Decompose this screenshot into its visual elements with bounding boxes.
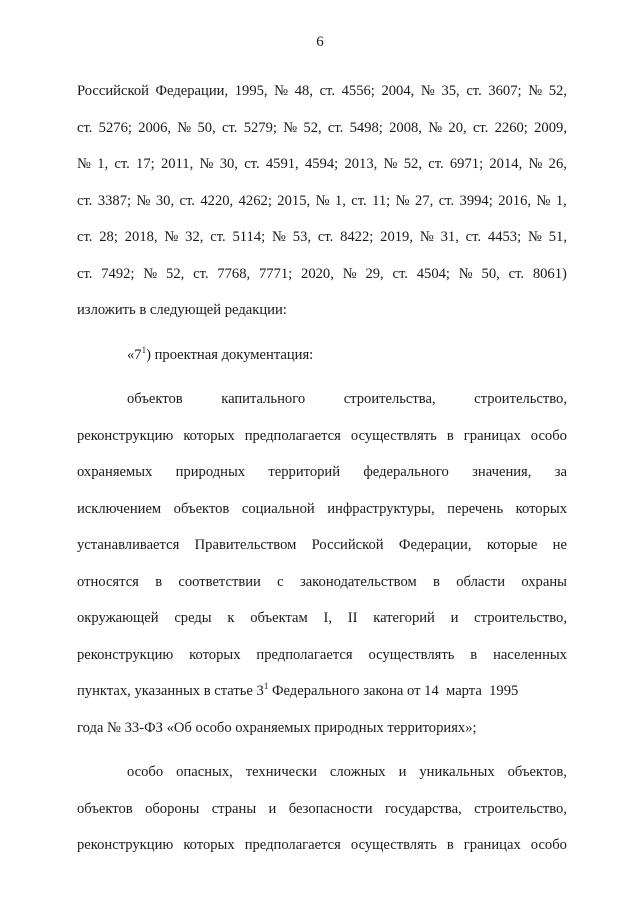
word: 28;: [99, 229, 118, 245]
word: 1,: [334, 192, 346, 209]
word: I,: [323, 610, 332, 626]
word: 30,: [219, 156, 238, 172]
word: 50,: [481, 265, 500, 282]
word: ст.: [77, 119, 93, 136]
word: охраняемых: [77, 464, 153, 480]
word: границах: [463, 427, 521, 444]
word: Правительством: [194, 537, 297, 553]
word: объектов: [173, 500, 230, 517]
word: ст.: [244, 156, 260, 172]
word: 6971;: [449, 156, 484, 172]
word: которые: [486, 537, 538, 553]
word: которых: [183, 837, 235, 853]
word: №: [528, 156, 543, 172]
text-line: года № 33-ФЗ «Об особо охраняемых природных территориях»;: [77, 719, 477, 736]
word: объектам: [250, 610, 308, 626]
word: охраны: [521, 573, 567, 590]
word: ст.: [428, 156, 444, 172]
word: к: [227, 610, 235, 626]
word: 7768,: [217, 265, 251, 282]
text-line: [77, 381, 567, 418]
word: 52,: [303, 119, 322, 136]
text-line: [77, 73, 567, 110]
word: строительство,: [474, 391, 567, 407]
word: природных: [175, 464, 246, 480]
word: ст.: [438, 192, 455, 209]
word: населенных: [493, 646, 567, 663]
word: 5276;: [98, 119, 132, 136]
text-line: [77, 183, 567, 220]
text-line: [77, 256, 567, 293]
text-line: [77, 827, 567, 864]
word: в: [433, 573, 440, 590]
word: категорий: [373, 610, 435, 626]
word: №: [77, 156, 91, 172]
word: ст.: [472, 119, 489, 136]
text-line: [77, 219, 567, 256]
word: ст.: [327, 119, 344, 136]
word: уникальных: [419, 764, 495, 780]
word: 27,: [415, 192, 434, 209]
word: 3994;: [459, 192, 493, 209]
word: соответствии: [178, 573, 261, 590]
word: которых: [515, 500, 567, 517]
word: в: [446, 427, 454, 444]
word: №: [527, 229, 542, 245]
word: 4591,: [265, 156, 299, 172]
text-line: [77, 754, 567, 791]
word: не: [552, 537, 567, 553]
word: Российской: [311, 537, 384, 553]
word: особо: [530, 427, 567, 444]
word: Федерации,: [155, 83, 229, 99]
word: 7771;: [258, 265, 293, 282]
heading-suffix: ) проектная документация:: [146, 346, 314, 363]
text-line: [77, 673, 567, 710]
word: 4594;: [304, 156, 339, 172]
word: 1,: [97, 156, 109, 172]
word: 4220,: [200, 192, 234, 209]
page-number: 6: [316, 34, 324, 50]
word: социальной: [241, 500, 315, 517]
word: 48,: [294, 83, 313, 99]
word: технически: [245, 764, 317, 780]
word: 20,: [448, 119, 467, 136]
text-line: [77, 637, 567, 674]
word: и: [398, 764, 407, 780]
word: №: [272, 229, 286, 245]
word: в: [155, 573, 163, 590]
word: федерального: [363, 464, 449, 480]
word: ст.: [222, 119, 238, 136]
word: 7492;: [101, 265, 135, 282]
word: 2260;: [494, 119, 528, 136]
document-body: [77, 73, 567, 864]
word: в: [446, 837, 454, 853]
word: реконструкцию: [77, 646, 174, 663]
word: 51,: [548, 229, 567, 245]
word: ст.: [179, 192, 195, 209]
word: ст.: [465, 229, 482, 245]
word: предполагается: [244, 427, 341, 444]
word: №: [274, 83, 289, 99]
word: объектов: [77, 800, 133, 817]
word: 4453;: [487, 229, 522, 245]
word: предполагается: [244, 837, 341, 853]
word: 8061): [532, 265, 567, 282]
word: осуществлять: [368, 646, 455, 663]
word: 2013,: [344, 156, 378, 172]
word: №: [199, 156, 214, 172]
text-line: [77, 564, 567, 601]
word: осуществлять: [350, 427, 437, 444]
word: 5279;: [243, 119, 277, 136]
word: 2014,: [489, 156, 523, 172]
word: границах: [463, 837, 521, 853]
text-line: [77, 146, 567, 183]
word: ст.: [351, 192, 367, 209]
word: за: [554, 464, 567, 480]
text-line: изложить в следующей редакции:: [77, 302, 287, 318]
word: 11;: [372, 192, 391, 209]
word: №: [528, 83, 543, 99]
word: законодательством: [299, 573, 417, 590]
word: №: [395, 192, 410, 209]
word: осуществлять: [350, 837, 437, 853]
line-suffix: Федерального закона от 14 марта 1995: [268, 683, 519, 699]
word: безопасности: [288, 800, 373, 817]
word: №: [342, 265, 357, 282]
word: ст.: [392, 265, 408, 282]
text-line: [77, 418, 567, 455]
word: 1995,: [234, 83, 268, 99]
word: и: [450, 610, 459, 626]
word: 30,: [155, 192, 175, 209]
word: которых: [183, 427, 235, 444]
word: 2009,: [534, 119, 567, 136]
line-superscript: 1: [263, 681, 269, 691]
text-line: [77, 491, 567, 528]
word: ст.: [77, 265, 93, 282]
word: 2004,: [381, 83, 415, 99]
word: 2019,: [380, 229, 413, 245]
word: 1,: [555, 192, 567, 209]
word: №: [536, 192, 551, 209]
line-prefix: пунктах, указанных в статье 3: [77, 683, 264, 699]
word: №: [164, 229, 179, 245]
text-line: [77, 110, 567, 147]
word: объектов: [127, 391, 183, 407]
word: 3607;: [488, 83, 522, 99]
word: и: [268, 800, 277, 817]
word: 5114;: [232, 229, 266, 245]
word: 5498;: [349, 119, 383, 136]
word: ст.: [319, 83, 335, 99]
word: строительство,: [474, 610, 567, 626]
word: 2006,: [138, 119, 172, 136]
paragraph-heading: [77, 337, 567, 374]
text-line: [77, 527, 567, 564]
word: №: [177, 119, 192, 136]
word: 29,: [365, 265, 384, 282]
word: ст.: [77, 192, 93, 209]
word: 17;: [136, 156, 155, 172]
word: которых: [189, 646, 241, 663]
word: области: [456, 573, 506, 590]
word: №: [419, 229, 434, 245]
word: 2008,: [389, 119, 422, 136]
word: 2016,: [498, 192, 532, 209]
word: 31,: [440, 229, 459, 245]
word: ст.: [77, 229, 93, 245]
word: государства,: [384, 800, 462, 817]
word: предполагается: [256, 646, 353, 663]
heading-superscript: 1: [141, 344, 147, 355]
word: 52,: [403, 156, 422, 172]
word: 26,: [548, 156, 567, 172]
word: значения,: [472, 464, 532, 480]
word: сложных: [329, 764, 386, 780]
word: №: [283, 119, 298, 136]
word: окружающей: [77, 610, 159, 626]
word: реконструкцию: [77, 837, 174, 853]
word: страны: [211, 800, 257, 817]
word: 50,: [197, 119, 216, 136]
word: 35,: [441, 83, 460, 99]
word: 8422;: [340, 229, 374, 245]
word: ст.: [317, 229, 334, 245]
word: Федерации,: [398, 537, 472, 553]
word: относятся: [77, 573, 139, 590]
word: обороны: [145, 800, 200, 817]
word: особо: [127, 764, 164, 780]
text-line: [77, 791, 567, 828]
word: Российской: [77, 83, 149, 99]
word: 52,: [548, 83, 567, 99]
word: №: [458, 265, 473, 282]
word: ст.: [508, 265, 524, 282]
word: №: [420, 83, 435, 99]
word: №: [143, 265, 158, 282]
word: среды: [174, 610, 212, 626]
word: №: [383, 156, 398, 172]
word: ст.: [466, 83, 482, 99]
word: строительство,: [474, 800, 567, 817]
word: капитального: [221, 391, 306, 407]
word: 53,: [292, 229, 312, 245]
word: 32,: [185, 229, 204, 245]
word: строительства,: [343, 391, 436, 407]
word: 3387;: [97, 192, 132, 209]
word: ст.: [114, 156, 130, 172]
word: особо: [530, 837, 567, 853]
word: 2011,: [160, 156, 194, 172]
word: II: [347, 610, 358, 626]
word: №: [428, 119, 443, 136]
word: ст.: [193, 265, 209, 282]
word: 2020,: [301, 265, 334, 282]
word: территорий: [268, 464, 341, 480]
word: перечень: [447, 500, 504, 517]
word: №: [315, 192, 330, 209]
text-line: [77, 600, 567, 637]
word: в: [470, 646, 478, 663]
word: 2018,: [124, 229, 158, 245]
word: объектов,: [507, 764, 567, 780]
word: опасных,: [176, 764, 233, 780]
word: №: [136, 192, 151, 209]
word: 2015,: [277, 192, 311, 209]
heading-prefix: «7: [127, 346, 142, 363]
word: ст.: [210, 229, 226, 245]
word: инфраструктуры,: [327, 500, 435, 517]
word: реконструкцию: [77, 427, 174, 444]
word: устанавливается: [77, 537, 180, 553]
text-line: [77, 454, 567, 491]
word: 52,: [166, 265, 185, 282]
word: с: [277, 573, 284, 590]
word: исключением: [77, 500, 162, 517]
word: 4504;: [416, 265, 450, 282]
word: 4556;: [341, 83, 375, 99]
word: 4262;: [238, 192, 272, 209]
